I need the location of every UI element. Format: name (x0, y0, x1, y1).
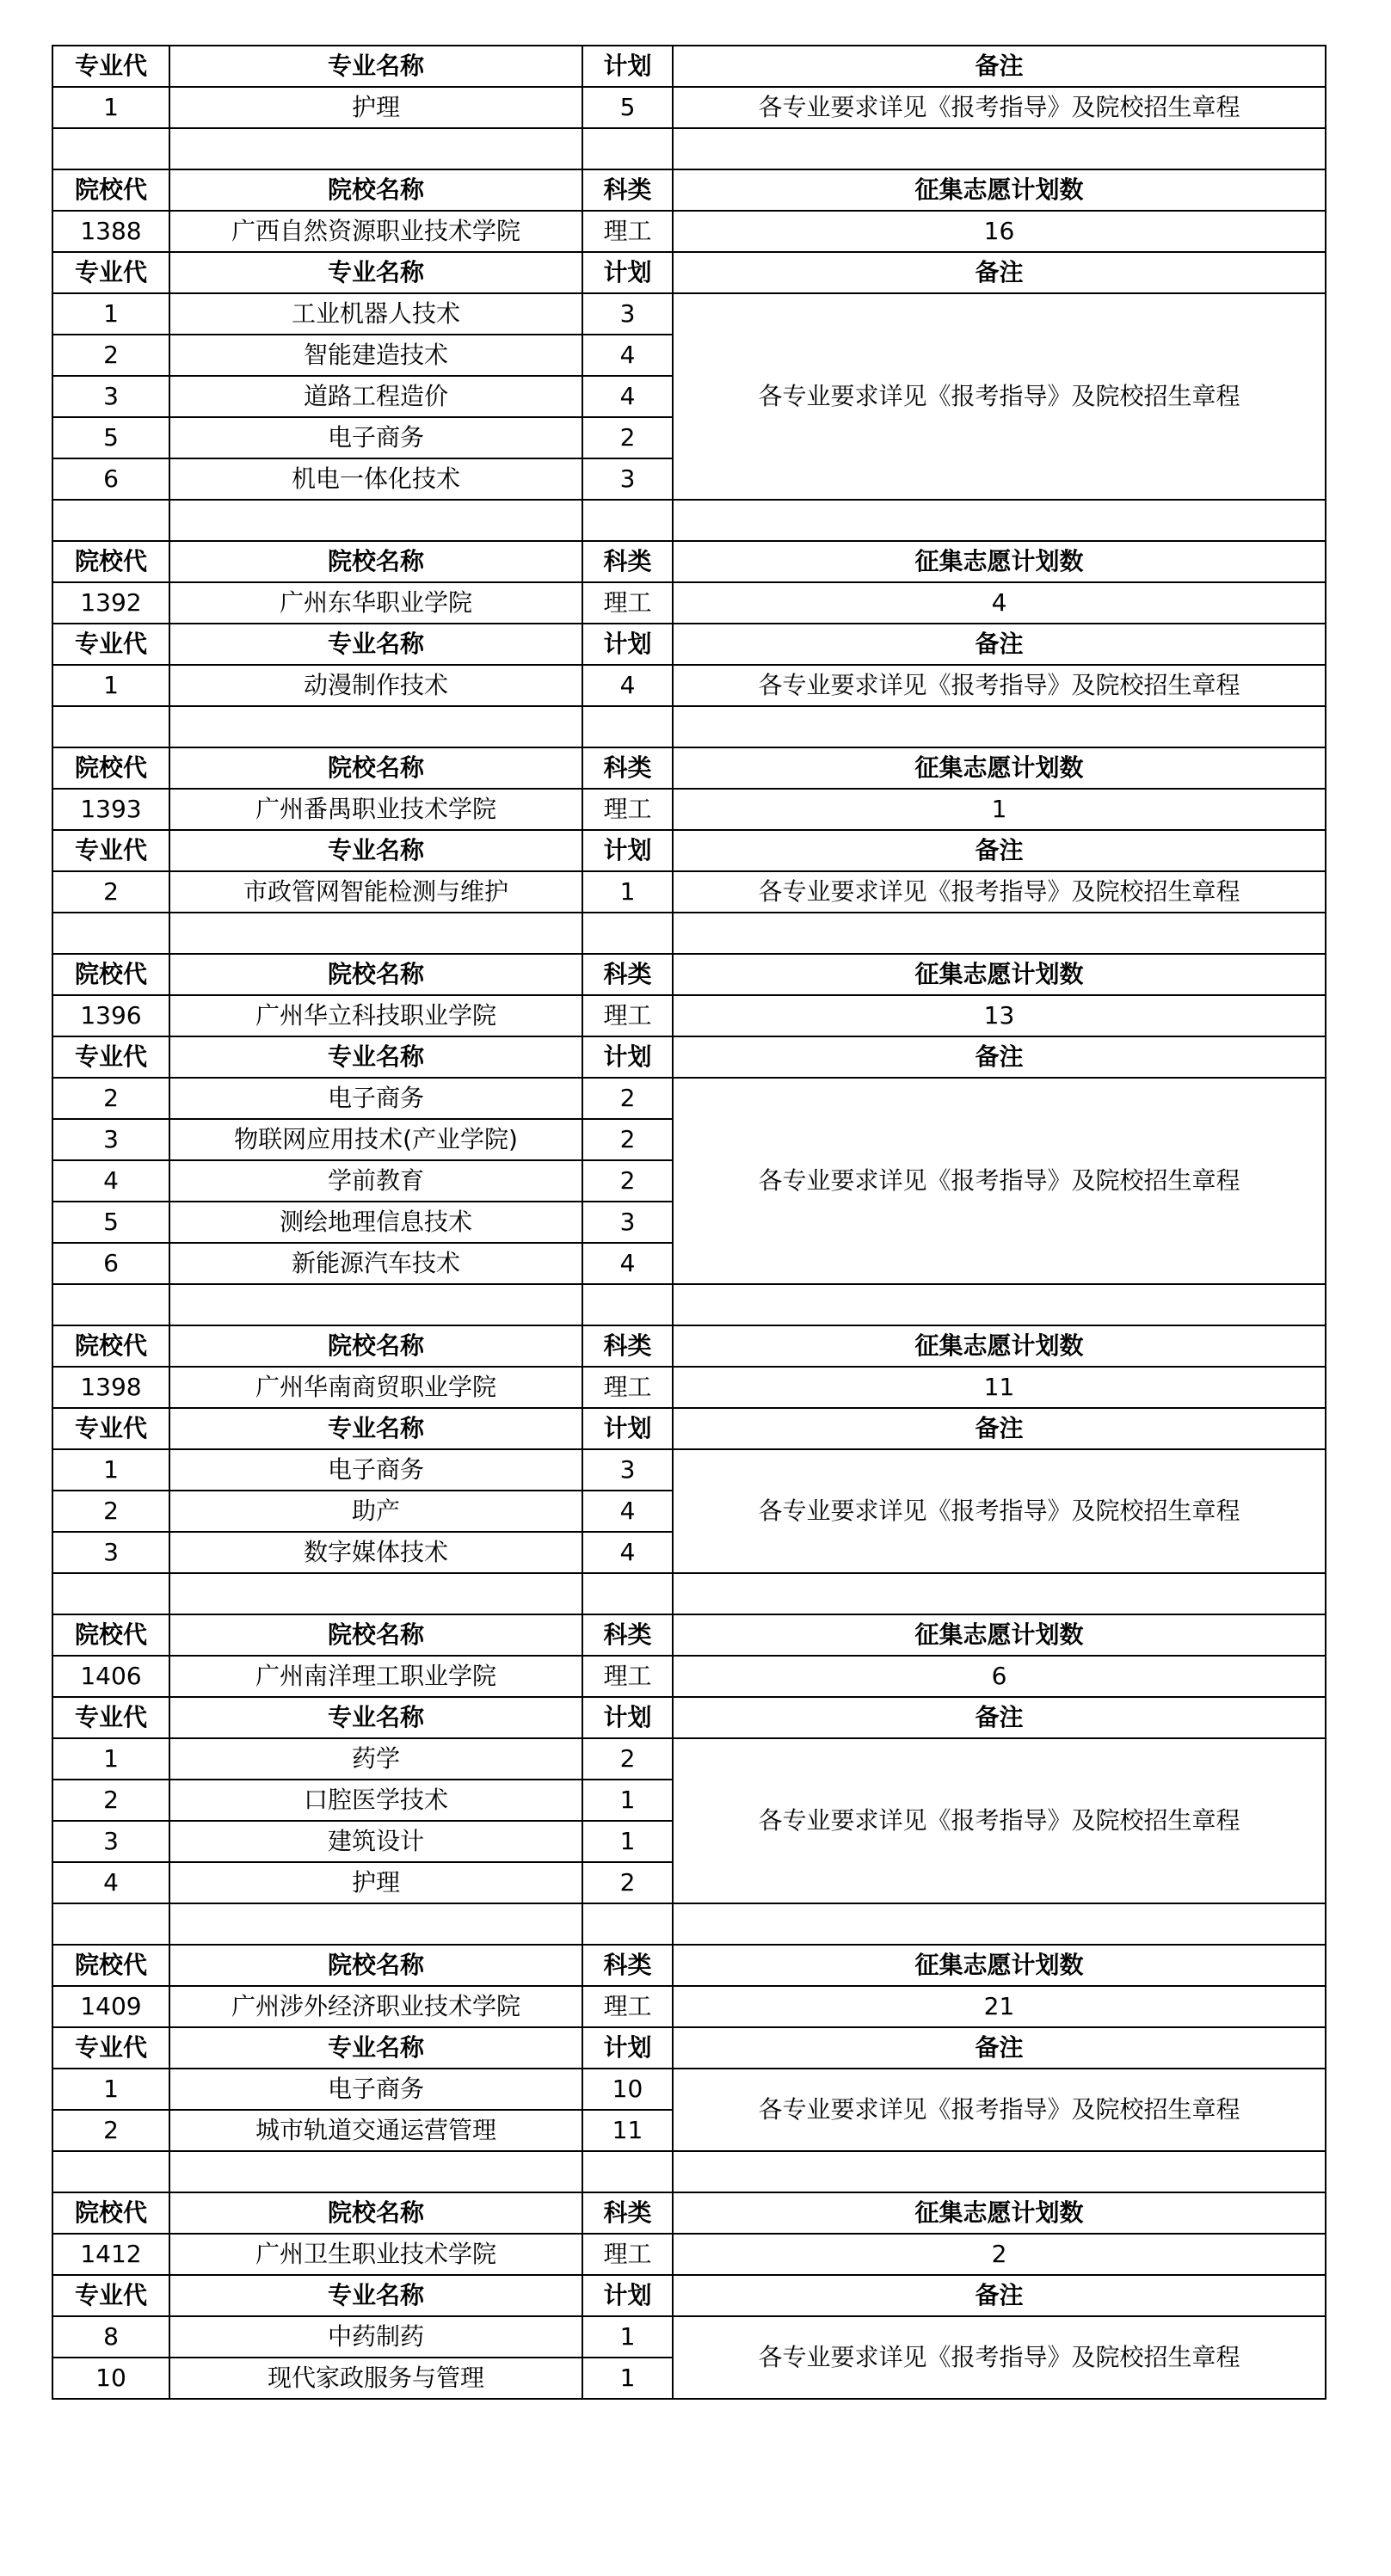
major-plan: 3 (582, 1202, 673, 1243)
plan-header: 计划 (582, 830, 673, 871)
empty-cell (169, 706, 582, 747)
major-plan: 4 (582, 1243, 673, 1284)
school-name-header: 院校名称 (169, 169, 582, 211)
major-header-row (52, 624, 1326, 665)
school-name-header: 院校名称 (169, 1945, 582, 1986)
major-name-header: 专业名称 (169, 46, 582, 87)
school-header-row (52, 541, 1326, 582)
school-category: 理工 (582, 2234, 673, 2275)
school-category: 理工 (582, 211, 673, 252)
empty-cell (673, 1284, 1326, 1325)
major-name: 物联网应用技术(产业学院) (169, 1119, 582, 1160)
empty-cell (52, 1573, 169, 1614)
school-name: 广州卫生职业技术学院 (169, 2234, 582, 2275)
school-header-row (52, 1325, 1326, 1367)
category-header: 科类 (582, 1945, 673, 1986)
note-header: 备注 (673, 624, 1326, 665)
school-quota: 6 (673, 1656, 1326, 1697)
major-code-header: 专业代 (52, 46, 169, 87)
school-row (52, 211, 1326, 252)
school-category: 理工 (582, 995, 673, 1036)
major-name-header: 专业名称 (169, 2275, 582, 2316)
major-plan: 11 (582, 2110, 673, 2151)
major-code: 3 (52, 1119, 169, 1160)
school-name-header: 院校名称 (169, 1325, 582, 1367)
major-plan: 2 (582, 417, 673, 458)
major-note: 各专业要求详见《报考指导》及院校招生章程 (673, 2316, 1326, 2399)
empty-cell (582, 128, 673, 169)
major-name: 口腔医学技术 (169, 1780, 582, 1821)
major-name: 护理 (169, 1862, 582, 1903)
quota-header: 征集志愿计划数 (673, 541, 1326, 582)
major-code: 6 (52, 1243, 169, 1284)
school-quota: 16 (673, 211, 1326, 252)
school-row (52, 789, 1326, 830)
major-name-header: 专业名称 (169, 252, 582, 293)
school-quota: 11 (673, 1367, 1326, 1408)
note-header: 备注 (673, 46, 1326, 87)
major-plan: 2 (582, 1738, 673, 1780)
major-note: 各专业要求详见《报考指导》及院校招生章程 (673, 2069, 1326, 2151)
plan-header: 计划 (582, 1408, 673, 1449)
major-code-header: 专业代 (52, 624, 169, 665)
major-row (52, 1449, 1326, 1491)
school-quota: 13 (673, 995, 1326, 1036)
major-code-header: 专业代 (52, 1036, 169, 1078)
quota-header: 征集志愿计划数 (673, 747, 1326, 789)
major-note: 各专业要求详见《报考指导》及院校招生章程 (673, 87, 1326, 128)
plan-header: 计划 (582, 1036, 673, 1078)
note-header: 备注 (673, 1036, 1326, 1078)
major-code: 2 (52, 871, 169, 913)
plan-header: 计划 (582, 624, 673, 665)
spacer-row (52, 1284, 1326, 1325)
major-header-row (52, 2275, 1326, 2316)
empty-cell (169, 128, 582, 169)
major-code-header: 专业代 (52, 1408, 169, 1449)
empty-cell (52, 2151, 169, 2192)
school-name-header: 院校名称 (169, 747, 582, 789)
major-plan: 4 (582, 1491, 673, 1532)
major-plan: 4 (582, 1532, 673, 1573)
major-name: 药学 (169, 1738, 582, 1780)
major-code: 3 (52, 1532, 169, 1573)
empty-cell (52, 706, 169, 747)
school-category: 理工 (582, 1986, 673, 2027)
major-code: 1 (52, 665, 169, 706)
school-code-header: 院校代 (52, 1945, 169, 1986)
empty-cell (169, 913, 582, 954)
major-plan: 4 (582, 665, 673, 706)
major-code: 2 (52, 335, 169, 376)
empty-cell (582, 1573, 673, 1614)
major-code: 2 (52, 1491, 169, 1532)
plan-header: 计划 (582, 1697, 673, 1738)
note-header: 备注 (673, 1697, 1326, 1738)
major-plan: 10 (582, 2069, 673, 2110)
major-code: 3 (52, 1821, 169, 1862)
school-name-header: 院校名称 (169, 541, 582, 582)
school-name: 广州番禺职业技术学院 (169, 789, 582, 830)
note-header: 备注 (673, 830, 1326, 871)
major-name: 建筑设计 (169, 1821, 582, 1862)
major-code: 6 (52, 458, 169, 500)
major-plan: 3 (582, 293, 673, 335)
major-code-header: 专业代 (52, 830, 169, 871)
plan-header: 计划 (582, 2275, 673, 2316)
major-name: 电子商务 (169, 1078, 582, 1119)
school-name: 广州华南商贸职业学院 (169, 1367, 582, 1408)
major-plan: 2 (582, 1078, 673, 1119)
school-name: 广州华立科技职业学院 (169, 995, 582, 1036)
note-header: 备注 (673, 2275, 1326, 2316)
major-name: 动漫制作技术 (169, 665, 582, 706)
empty-cell (52, 913, 169, 954)
major-name: 数字媒体技术 (169, 1532, 582, 1573)
school-quota: 21 (673, 1986, 1326, 2027)
major-plan: 3 (582, 458, 673, 500)
school-quota: 1 (673, 789, 1326, 830)
major-name-header: 专业名称 (169, 2027, 582, 2069)
major-note: 各专业要求详见《报考指导》及院校招生章程 (673, 1078, 1326, 1284)
school-name: 广州南洋理工职业学院 (169, 1656, 582, 1697)
school-row (52, 1656, 1326, 1697)
school-row (52, 582, 1326, 624)
spacer-row (52, 128, 1326, 169)
empty-cell (582, 2151, 673, 2192)
major-name: 现代家政服务与管理 (169, 2358, 582, 2399)
major-plan: 2 (582, 1160, 673, 1202)
major-name: 助产 (169, 1491, 582, 1532)
school-category: 理工 (582, 789, 673, 830)
empty-cell (673, 2151, 1326, 2192)
major-name: 电子商务 (169, 2069, 582, 2110)
major-name-header: 专业名称 (169, 830, 582, 871)
school-name-header: 院校名称 (169, 1614, 582, 1656)
major-note: 各专业要求详见《报考指导》及院校招生章程 (673, 871, 1326, 913)
major-code: 4 (52, 1862, 169, 1903)
empty-cell (673, 1903, 1326, 1945)
school-code-header: 院校代 (52, 541, 169, 582)
category-header: 科类 (582, 747, 673, 789)
major-name: 护理 (169, 87, 582, 128)
major-code: 4 (52, 1160, 169, 1202)
school-name-header: 院校名称 (169, 954, 582, 995)
category-header: 科类 (582, 169, 673, 211)
major-code: 8 (52, 2316, 169, 2358)
major-note: 各专业要求详见《报考指导》及院校招生章程 (673, 1738, 1326, 1903)
quota-header: 征集志愿计划数 (673, 954, 1326, 995)
empty-cell (582, 706, 673, 747)
empty-cell (169, 1573, 582, 1614)
school-header-row (52, 954, 1326, 995)
major-header-row (52, 252, 1326, 293)
major-name: 智能建造技术 (169, 335, 582, 376)
major-plan: 5 (582, 87, 673, 128)
school-category: 理工 (582, 582, 673, 624)
major-code: 2 (52, 2110, 169, 2151)
empty-cell (673, 706, 1326, 747)
major-note: 各专业要求详见《报考指导》及院校招生章程 (673, 293, 1326, 500)
school-header-row (52, 2192, 1326, 2234)
school-category: 理工 (582, 1656, 673, 1697)
major-name: 新能源汽车技术 (169, 1243, 582, 1284)
note-header: 备注 (673, 1408, 1326, 1449)
major-name: 道路工程造价 (169, 376, 582, 417)
major-name: 学前教育 (169, 1160, 582, 1202)
major-plan: 1 (582, 1780, 673, 1821)
plan-header: 计划 (582, 46, 673, 87)
quota-header: 征集志愿计划数 (673, 1614, 1326, 1656)
school-code-header: 院校代 (52, 747, 169, 789)
school-category: 理工 (582, 1367, 673, 1408)
major-code: 1 (52, 2069, 169, 2110)
major-code: 10 (52, 2358, 169, 2399)
major-row (52, 665, 1326, 706)
enrollment-table (52, 45, 1326, 2400)
empty-cell (673, 500, 1326, 541)
plan-header: 计划 (582, 252, 673, 293)
major-code: 1 (52, 87, 169, 128)
major-row (52, 1738, 1326, 1780)
major-code-header: 专业代 (52, 252, 169, 293)
major-code: 1 (52, 1738, 169, 1780)
major-code: 1 (52, 293, 169, 335)
major-header-row (52, 1408, 1326, 1449)
school-code-header: 院校代 (52, 2192, 169, 2234)
empty-cell (673, 128, 1326, 169)
category-header: 科类 (582, 2192, 673, 2234)
school-name: 广州东华职业学院 (169, 582, 582, 624)
major-code-header: 专业代 (52, 2275, 169, 2316)
school-quota: 4 (673, 582, 1326, 624)
school-code: 1412 (52, 2234, 169, 2275)
major-name-header: 专业名称 (169, 1036, 582, 1078)
major-row (52, 87, 1326, 128)
major-name: 中药制药 (169, 2316, 582, 2358)
school-name-header: 院校名称 (169, 2192, 582, 2234)
empty-cell (673, 913, 1326, 954)
category-header: 科类 (582, 1614, 673, 1656)
major-plan: 2 (582, 1862, 673, 1903)
school-name: 广州涉外经济职业技术学院 (169, 1986, 582, 2027)
major-header-row (52, 2027, 1326, 2069)
school-row (52, 1986, 1326, 2027)
major-code: 5 (52, 1202, 169, 1243)
school-code: 1393 (52, 789, 169, 830)
major-plan: 4 (582, 335, 673, 376)
school-header-row (52, 1614, 1326, 1656)
school-code: 1392 (52, 582, 169, 624)
major-note: 各专业要求详见《报考指导》及院校招生章程 (673, 1449, 1326, 1573)
school-row (52, 1367, 1326, 1408)
major-plan: 1 (582, 2316, 673, 2358)
school-code: 1409 (52, 1986, 169, 2027)
empty-cell (673, 1573, 1326, 1614)
major-row (52, 2069, 1326, 2110)
school-header-row (52, 747, 1326, 789)
major-row (52, 2316, 1326, 2358)
spacer-row (52, 913, 1326, 954)
empty-cell (582, 1903, 673, 1945)
category-header: 科类 (582, 954, 673, 995)
school-code-header: 院校代 (52, 1325, 169, 1367)
major-header-row (52, 1036, 1326, 1078)
enrollment-table-body (52, 46, 1326, 2399)
school-row (52, 995, 1326, 1036)
empty-cell (52, 1284, 169, 1325)
school-header-row (52, 1945, 1326, 1986)
spacer-row (52, 1903, 1326, 1945)
major-name-header: 专业名称 (169, 1697, 582, 1738)
spacer-row (52, 2151, 1326, 2192)
quota-header: 征集志愿计划数 (673, 2192, 1326, 2234)
spacer-row (52, 706, 1326, 747)
school-code-header: 院校代 (52, 1614, 169, 1656)
note-header: 备注 (673, 2027, 1326, 2069)
quota-header: 征集志愿计划数 (673, 1325, 1326, 1367)
quota-header: 征集志愿计划数 (673, 1945, 1326, 1986)
major-code-header: 专业代 (52, 2027, 169, 2069)
major-name: 测绘地理信息技术 (169, 1202, 582, 1243)
category-header: 科类 (582, 1325, 673, 1367)
major-name-header: 专业名称 (169, 624, 582, 665)
major-plan: 1 (582, 1821, 673, 1862)
major-name: 电子商务 (169, 1449, 582, 1491)
category-header: 科类 (582, 541, 673, 582)
school-code: 1406 (52, 1656, 169, 1697)
school-code: 1396 (52, 995, 169, 1036)
major-code: 1 (52, 1449, 169, 1491)
note-header: 备注 (673, 252, 1326, 293)
major-plan: 2 (582, 1119, 673, 1160)
plan-header: 计划 (582, 2027, 673, 2069)
major-name: 电子商务 (169, 417, 582, 458)
major-name: 机电一体化技术 (169, 458, 582, 500)
empty-cell (169, 1903, 582, 1945)
major-row (52, 871, 1326, 913)
major-name-header: 专业名称 (169, 1408, 582, 1449)
major-name: 工业机器人技术 (169, 293, 582, 335)
major-name: 城市轨道交通运营管理 (169, 2110, 582, 2151)
empty-cell (582, 1284, 673, 1325)
major-row (52, 1078, 1326, 1119)
empty-cell (52, 1903, 169, 1945)
major-row (52, 293, 1326, 335)
school-row (52, 2234, 1326, 2275)
school-code: 1388 (52, 211, 169, 252)
major-code: 5 (52, 417, 169, 458)
major-code: 2 (52, 1780, 169, 1821)
major-header-row (52, 1697, 1326, 1738)
major-header-row (52, 46, 1326, 87)
empty-cell (582, 500, 673, 541)
empty-cell (52, 128, 169, 169)
major-code: 2 (52, 1078, 169, 1119)
school-code-header: 院校代 (52, 169, 169, 211)
major-name: 市政管网智能检测与维护 (169, 871, 582, 913)
school-code: 1398 (52, 1367, 169, 1408)
major-plan: 1 (582, 2358, 673, 2399)
school-name: 广西自然资源职业技术学院 (169, 211, 582, 252)
major-code-header: 专业代 (52, 1697, 169, 1738)
school-quota: 2 (673, 2234, 1326, 2275)
spacer-row (52, 1573, 1326, 1614)
school-header-row (52, 169, 1326, 211)
empty-cell (169, 500, 582, 541)
major-note: 各专业要求详见《报考指导》及院校招生章程 (673, 665, 1326, 706)
major-plan: 1 (582, 871, 673, 913)
major-plan: 3 (582, 1449, 673, 1491)
spacer-row (52, 500, 1326, 541)
empty-cell (582, 913, 673, 954)
major-code: 3 (52, 376, 169, 417)
major-plan: 4 (582, 376, 673, 417)
school-code-header: 院校代 (52, 954, 169, 995)
quota-header: 征集志愿计划数 (673, 169, 1326, 211)
empty-cell (169, 1284, 582, 1325)
empty-cell (52, 500, 169, 541)
major-header-row (52, 830, 1326, 871)
empty-cell (169, 2151, 582, 2192)
